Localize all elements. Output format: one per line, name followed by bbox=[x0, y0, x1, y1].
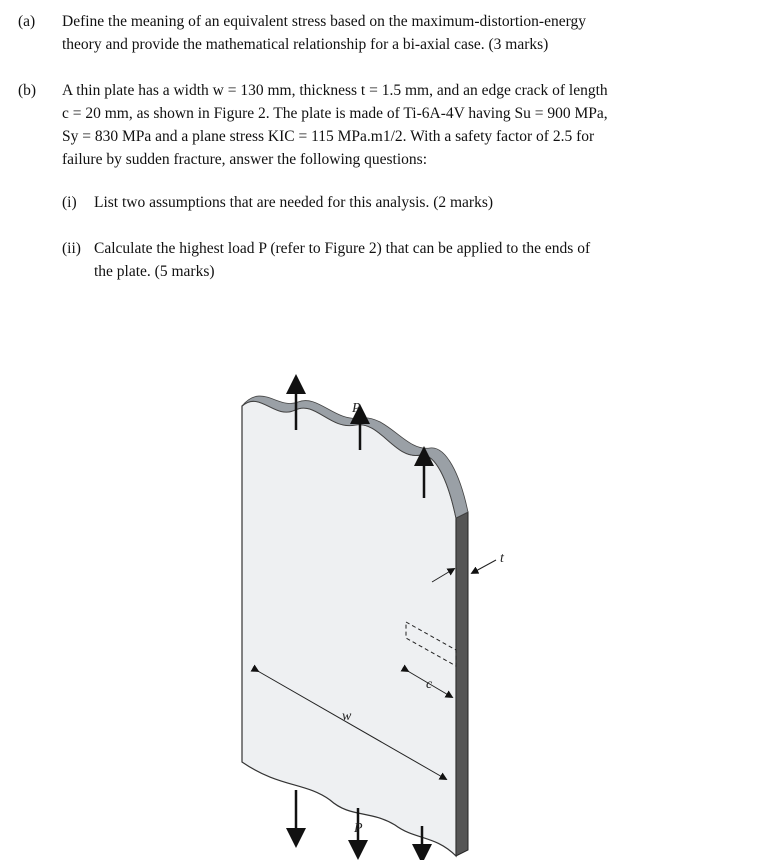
part-b-label: (b) bbox=[18, 82, 37, 99]
label-w: w bbox=[342, 709, 352, 724]
part-b-line-4: failure by sudden fracture, answer the following questions: bbox=[62, 151, 428, 168]
label-p-bottom: P bbox=[354, 821, 363, 836]
sub-i-label: (i) bbox=[62, 194, 77, 211]
label-c: c bbox=[426, 677, 433, 692]
part-a-line-1: Define the meaning of an equivalent stress based on the maximum-distortion-energy bbox=[62, 13, 586, 30]
sub-ii-line-1: Calculate the highest load P (refer to Figure 2) that can be applied to the ends of bbox=[94, 240, 591, 257]
part-b-line-2: c = 20 mm, as shown in Figure 2. The plate is made of Ti-6A-4V having Su = 900 MPa, bbox=[62, 105, 608, 122]
part-a-line-2: theory and provide the mathematical relationship for a bi-axial case. (3 marks) bbox=[62, 36, 549, 53]
part-a-text bbox=[62, 10, 670, 56]
label-t: t bbox=[500, 551, 504, 566]
plate-figure bbox=[220, 370, 520, 860]
part-a-label: (a) bbox=[18, 13, 36, 30]
plate-edge bbox=[456, 512, 468, 856]
sub-ii-line-2: the plate. (5 marks) bbox=[94, 263, 215, 280]
part-b-line-1: A thin plate has a width w = 130 mm, thickness t = 1.5 mm, and an edge crack of length bbox=[62, 82, 608, 99]
thickness-arrow-right bbox=[474, 560, 496, 572]
sub-ii-text bbox=[94, 237, 670, 283]
part-b-line-3: Sy = 830 MPa and a plane stress KIC = 115 MPa.m1/2. With a safety factor of 2.5 for bbox=[62, 128, 595, 145]
part-b-text bbox=[62, 79, 670, 171]
sub-i-text: List two assumptions that are needed for this analysis. (2 marks) bbox=[94, 194, 494, 211]
label-p-top: P bbox=[352, 401, 361, 416]
sub-ii-label: (ii) bbox=[62, 240, 81, 257]
